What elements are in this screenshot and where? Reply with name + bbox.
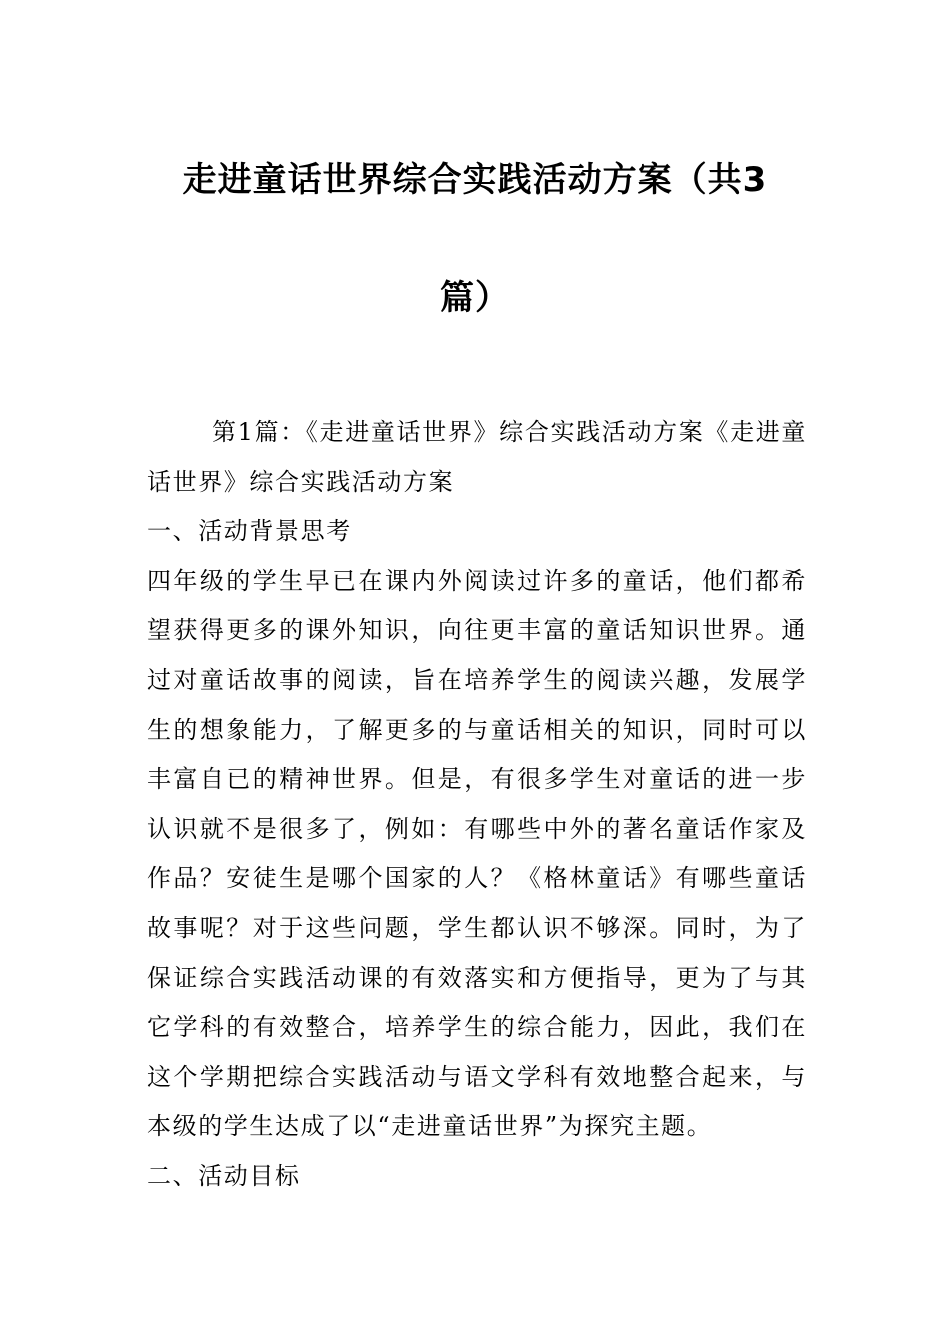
paragraph-intro: 第1篇：《走进童话世界》综合实践活动方案《走进童话世界》综合实践活动方案 (147, 418, 807, 496)
document-title-line-1: 走进童话世界综合实践活动方案（共3 (182, 160, 768, 200)
paragraph-background: 四年级的学生早已在课内外阅读过许多的童话，他们都希望获得更多的课外知识，向往更丰富的童话知识世界。通过对童话故事的阅读，旨在培养学生的阅读兴趣，发展学生的想象能力，了解更多的与童话相关的知识，同时可以丰富自已的精神世界。但是，有很多学生对童话的进一步认识就不是很多了，例如：有哪些中外的著名童话作家及作品？安徒生是哪个国家的人？《格林童话》有哪些童话故事呢？对于这些问题，学生都认识不够深。同时，为了保证综合实践活动课的有效落实和方便指导，更为了与其它学科的有效整合，培养学生的综合能力，因此，我们在这个学期把综合实践活动与语文学科有效地整合起来，与本级的学生达成了以“走进童话世界”为探究主题。 (147, 566, 807, 1141)
document-title-line-2: 篇） (440, 278, 510, 318)
section-heading-goals: 二、活动目标 (147, 1161, 301, 1190)
section-heading-background: 一、活动背景思考 (147, 517, 352, 546)
document-body (147, 408, 807, 1202)
